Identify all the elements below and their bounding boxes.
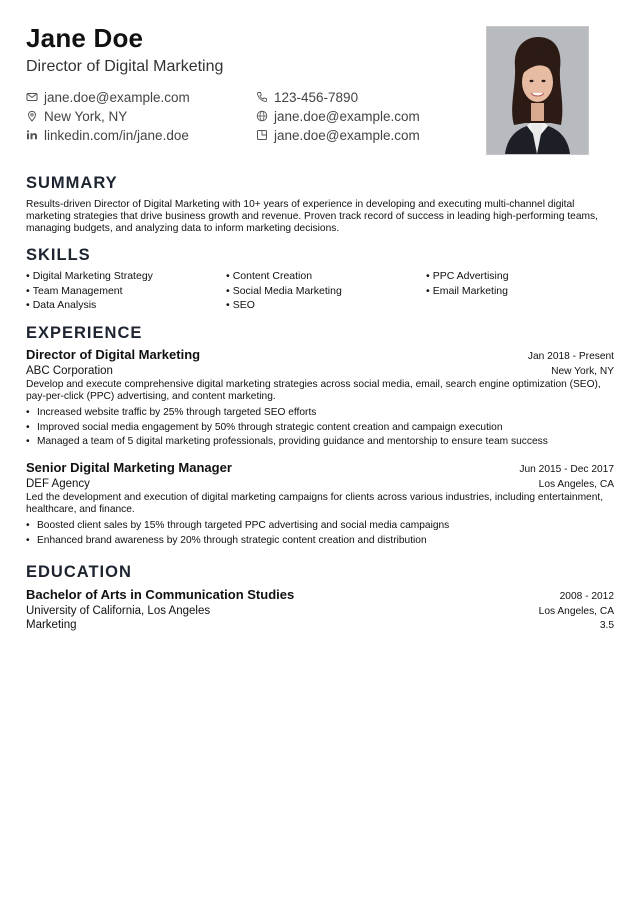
contact-location (26, 107, 256, 125)
contact-website-text: jane.doe@example.com (274, 108, 420, 124)
skill-item: • Data Analysis (26, 299, 226, 312)
job-entry (26, 347, 614, 450)
profile-photo-portrait (487, 27, 588, 154)
contact-linkedin-text: linkedin.com/in/jane.doe (44, 127, 189, 143)
education-dates: 2008 - 2012 (559, 591, 614, 602)
education-location: Los Angeles, CA (538, 606, 614, 617)
experience-heading: EXPERIENCE (26, 324, 143, 342)
globe-icon (256, 110, 268, 122)
contact-website[interactable] (256, 107, 446, 125)
skill-item: • PPC Advertising (426, 270, 626, 283)
skill-item: • Social Media Marketing (226, 285, 426, 298)
job-bullet: • Boosted client sales by 15% through targeted PPC advertising and social media campaigns (26, 519, 614, 534)
job-bullets (26, 519, 614, 548)
job-company: ABC Corporation (26, 365, 113, 377)
contact-email[interactable] (26, 88, 256, 106)
contact-email-text: jane.doe@example.com (44, 89, 190, 105)
job-title: Senior Digital Marketing Manager (26, 460, 232, 475)
job-bullet: • Enhanced brand awareness by 20% through strategic content creation and distribution (26, 534, 614, 549)
job-description: Led the development and execution of digital marketing campaigns for clients across various industries, including entertainment, healthcare, and finance. (26, 492, 604, 515)
job-company: DEF Agency (26, 478, 90, 490)
education-degree: Bachelor of Arts in Communication Studies (26, 587, 295, 602)
skill-item: • Email Marketing (426, 285, 626, 298)
profile-photo (486, 26, 589, 155)
mail-icon (26, 91, 38, 103)
job-bullets (26, 406, 614, 450)
skill-item: • Team Management (26, 285, 226, 298)
job-entry (26, 460, 614, 548)
job-title: Director of Digital Marketing (26, 347, 201, 362)
skills-list (26, 270, 626, 312)
education-field: Marketing (26, 619, 77, 631)
job-bullet: • Improved social media engagement by 50% through strategic content creation and campaign execution (26, 421, 614, 436)
job-dates: Jan 2018 - Present (527, 351, 614, 362)
education-heading: EDUCATION (26, 563, 132, 581)
contact-linkedin[interactable] (26, 126, 256, 144)
phone-icon (256, 91, 268, 103)
contact-phone-text: 123-456-7890 (274, 89, 359, 105)
contact-portfolio[interactable] (256, 126, 446, 144)
education-school: University of California, Los Angeles (26, 605, 211, 617)
location-icon (26, 110, 38, 122)
job-bullet: • Increased website traffic by 25% through targeted SEO efforts (26, 406, 614, 421)
portfolio-icon (256, 129, 268, 141)
job-location: Los Angeles, CA (538, 479, 614, 490)
job-bullet: • Managed a team of 5 digital marketing professionals, providing guidance and mentorship to ensure team success (26, 435, 614, 450)
job-location: New York, NY (551, 366, 614, 377)
skill-item: • SEO (226, 299, 426, 312)
education-gpa: 3.5 (599, 620, 614, 631)
education-entry (26, 587, 614, 631)
job-dates: Jun 2015 - Dec 2017 (519, 464, 614, 475)
skills-heading: SKILLS (26, 246, 91, 264)
summary-heading: SUMMARY (26, 174, 118, 192)
linkedin-icon (26, 129, 38, 141)
contact-list (26, 88, 446, 144)
skill-item: • Digital Marketing Strategy (26, 270, 226, 283)
skill-item: • Content Creation (226, 270, 426, 283)
summary-text: Results-driven Director of Digital Marketing with 10+ years of experience in developing and executing multi-channel digital marketing strategies that drive business growth and revenue. Proven track record of success in leading high-performing teams, managing budgets, and analyzing data to inform marketing decisions. (26, 199, 598, 234)
job-description: Develop and execute comprehensive digital marketing strategies across social media, email, search engine optimization (SEO), pay-per-click (PPC) advertising, and content marketing. (26, 379, 601, 402)
contact-location-text: New York, NY (44, 108, 128, 124)
candidate-title: Director of Digital Marketing (26, 58, 224, 75)
candidate-name: Jane Doe (26, 23, 144, 53)
contact-portfolio-text: jane.doe@example.com (274, 127, 420, 143)
contact-phone[interactable] (256, 88, 446, 106)
